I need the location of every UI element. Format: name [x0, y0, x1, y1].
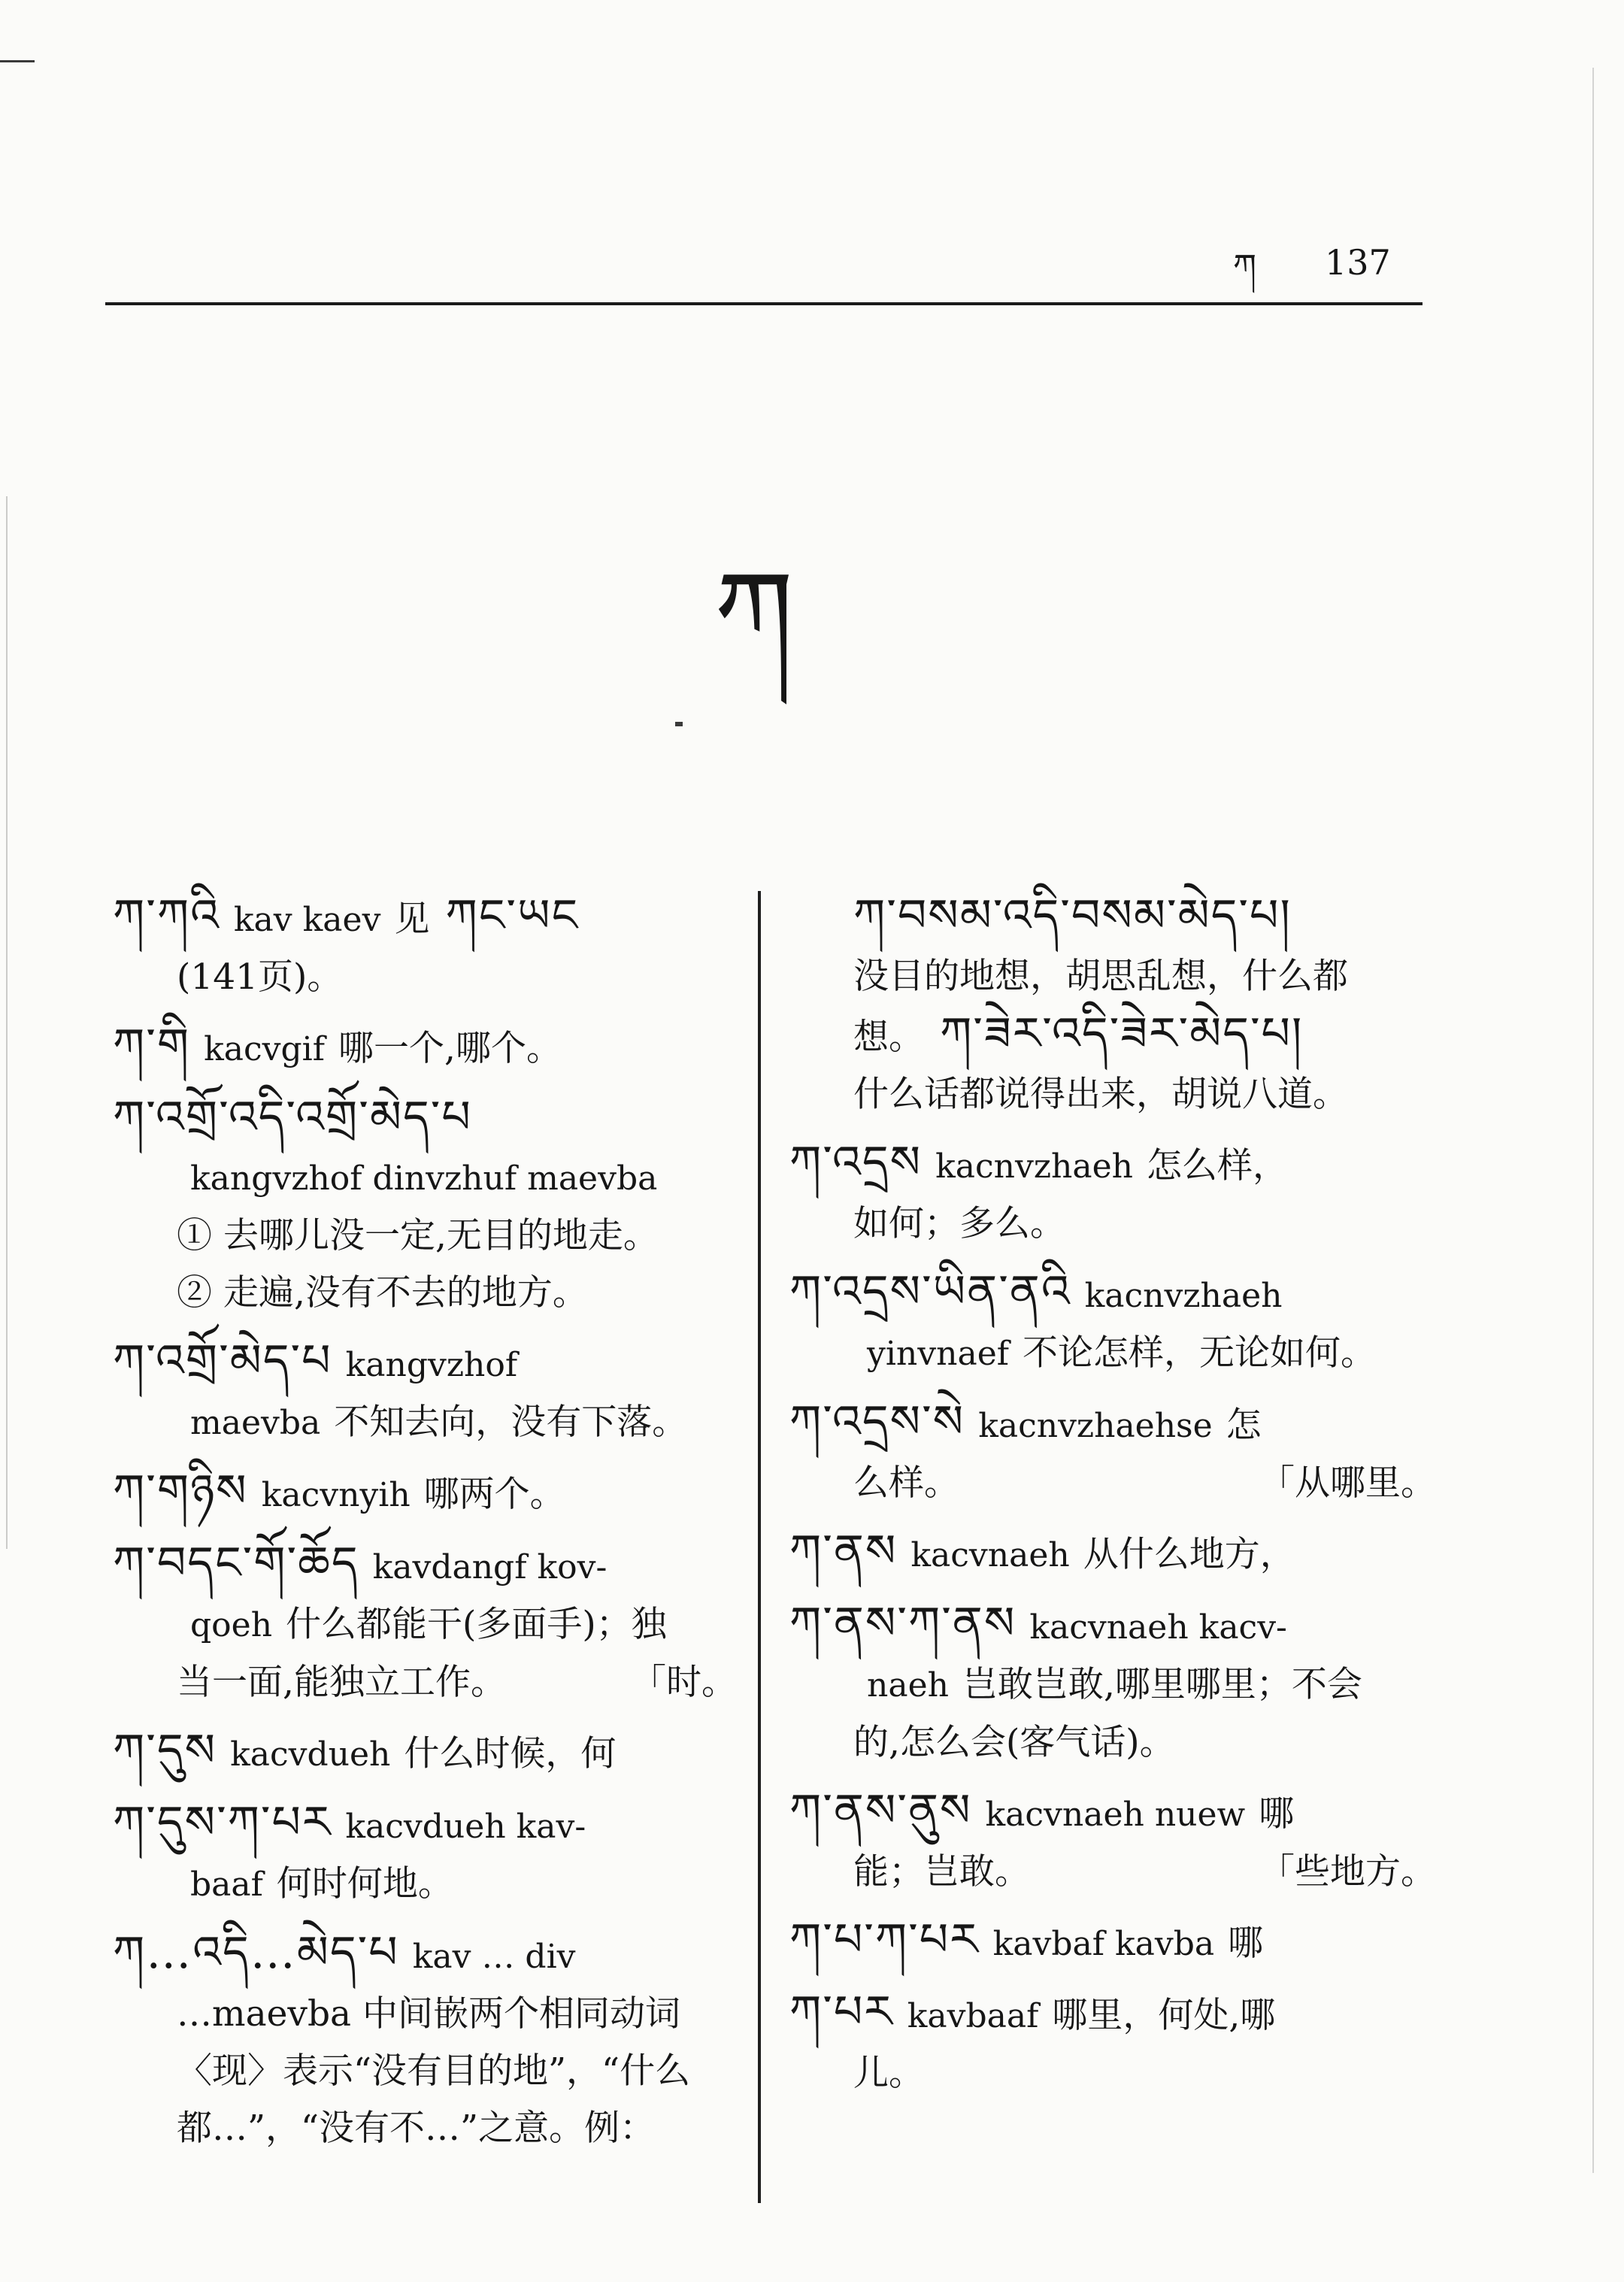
scan-edge	[1592, 68, 1594, 2173]
tibetan-headword: ཀ་པ་ཀ་པར	[789, 1914, 980, 1966]
tibetan-headword: ཀ་བསམ་འདི་བསམ་མེད་པ།	[853, 889, 1292, 942]
dictionary-entry	[113, 887, 737, 1006]
definition-text: 没目的地想，胡思乱想，什么都	[853, 956, 1348, 997]
entry-line	[789, 1066, 1436, 1123]
tibetan-headword: ཀ་གི	[113, 1019, 191, 1071]
definition-text: 什么话都说得出来，胡说八道。	[853, 1074, 1348, 1115]
entry-line	[789, 1263, 1436, 1325]
definition-text: 哪一个,哪个。	[338, 1028, 562, 1069]
entry-line	[113, 1394, 737, 1452]
entry-line	[113, 1856, 737, 1914]
entry-line	[789, 1983, 1436, 2045]
entry-line	[113, 1332, 737, 1394]
entry-line	[789, 1714, 1436, 1771]
entry-line	[113, 2100, 737, 2157]
page-number: 137	[1325, 242, 1391, 283]
dictionary-entry	[789, 1263, 1436, 1383]
entry-line	[113, 1462, 737, 1524]
entry-line	[113, 1722, 737, 1783]
romanization: kacvnaeh	[910, 1536, 1070, 1574]
right-column	[789, 887, 1436, 2113]
entry-line	[789, 1455, 1436, 1512]
entry-line	[113, 1596, 737, 1654]
definition-text: 怎	[1226, 1405, 1262, 1446]
entry-line	[113, 949, 737, 1006]
entry-line	[789, 1196, 1436, 1253]
definition-text: 什么时候，何	[404, 1733, 617, 1774]
romanization: kav kaev	[233, 901, 381, 939]
romanization: kavbaf kavba	[992, 1925, 1215, 1963]
tibetan-example: ཀ་ཟེར་འདི་ཟེར་མེད་པ།	[924, 1008, 1304, 1060]
dictionary-entry	[113, 1089, 737, 1322]
definition-text: 怎么样，	[1146, 1145, 1288, 1186]
definition-text: 的,怎么会(客气话)。	[853, 1722, 1175, 1763]
romanization: kacnvzhaeh	[935, 1147, 1133, 1186]
entry-line	[789, 1523, 1436, 1584]
scan-edge	[6, 496, 8, 1549]
dictionary-entry	[113, 1535, 737, 1711]
romanization: naeh	[867, 1666, 949, 1705]
definition-text: 能；岂敢。	[853, 1851, 1030, 1893]
tibetan-headword: ཀ་བདང་གོ་ཆོད	[113, 1537, 359, 1590]
dictionary-entry	[789, 1134, 1436, 1253]
definition-text: 么样。	[853, 1462, 959, 1504]
entry-line	[789, 1393, 1436, 1455]
definition-text: 哪两个。	[423, 1474, 565, 1515]
definition-text: 何时何地。	[276, 1863, 453, 1905]
entry-line	[113, 2043, 737, 2100]
definition-text: 见	[394, 899, 430, 940]
romanization: kacnvzhaehse	[978, 1407, 1213, 1445]
header-rule	[105, 302, 1423, 305]
tibetan-headword: ཀ་དུས	[113, 1724, 217, 1777]
romanization: kacvdueh	[230, 1735, 391, 1774]
definition-text: 哪	[1259, 1793, 1295, 1835]
column-divider	[758, 891, 761, 2203]
definition-text: 哪里，何处,哪	[1052, 1995, 1276, 2036]
definition-text: ① 去哪儿没一定,无目的地走。	[177, 1215, 659, 1256]
romanization: kangvzhof dinvzhuf maevba	[190, 1159, 658, 1198]
dictionary-entry	[789, 1782, 1436, 1901]
header-letter: ཀ	[1233, 247, 1256, 286]
dictionary-entry	[789, 1595, 1436, 1771]
definition-text: 都…”，“没有不…”之意。例：	[177, 2108, 656, 2149]
entry-line	[113, 1265, 737, 1322]
tibetan-headword: ཀ་དུས་ཀ་པར	[113, 1796, 332, 1849]
entry-line	[789, 1595, 1436, 1656]
continuation-text: 「时。	[631, 1662, 737, 1703]
romanization: qoeh	[190, 1606, 273, 1644]
entry-line	[113, 1089, 737, 1150]
entry-line	[789, 1911, 1436, 1973]
entry-line	[113, 1794, 737, 1856]
romanization: kacvnaeh nuew	[985, 1796, 1246, 1834]
romanization: kacvgif	[204, 1030, 326, 1068]
tibetan-headword: ཀ་ནས	[789, 1525, 898, 1577]
dictionary-entry	[113, 1017, 737, 1078]
scan-mark	[0, 60, 35, 62]
definition-text: 岂敢岂敢,哪里哪里；不会	[962, 1664, 1362, 1705]
tibetan-headword: ཀ…འདི…མེད་པ	[113, 1926, 399, 1979]
definition-text: 当一面,能独立工作。	[177, 1662, 506, 1703]
entry-line	[113, 1654, 737, 1711]
romanization: kacvdueh kav-	[345, 1808, 586, 1846]
entry-line	[789, 1134, 1436, 1196]
entry-line	[789, 948, 1436, 1005]
definition-text: 什么都能干(多面手)；独	[286, 1604, 667, 1645]
romanization: kangvzhof	[345, 1346, 518, 1384]
definition-text: 〈现〉表示“没有目的地”，“什么	[177, 2050, 691, 2092]
tibetan-headword: ཀ་འདྲས་ཡིན་ནའི	[789, 1265, 1071, 1318]
definition-text: 不论怎样，无论如何。	[1023, 1332, 1377, 1374]
definition-text: (141页)。	[177, 956, 343, 998]
romanization: yinvnaef	[867, 1335, 1010, 1373]
tibetan-headword: ཀ་གཉིས	[113, 1465, 248, 1517]
tibetan-headword: ཀ་འགྲོ་མེད་པ	[113, 1335, 332, 1387]
entry-line	[113, 1017, 737, 1078]
dictionary-entry	[789, 1911, 1436, 1973]
entry-line	[789, 1656, 1436, 1714]
romanization: kavdangf kov-	[372, 1548, 607, 1586]
dictionary-entry	[789, 1393, 1436, 1512]
dictionary-entry	[789, 1983, 1436, 2102]
romanization: kav … div	[412, 1938, 576, 1976]
dictionary-entry	[789, 1523, 1436, 1584]
tibetan-reference: ཀང་ཡང	[429, 889, 580, 942]
romanization: kacnvzhaeh	[1084, 1277, 1283, 1315]
romanization: kacvnyih	[261, 1476, 411, 1514]
tibetan-headword: ཀ་ཀའི	[113, 889, 220, 942]
dictionary-entry	[113, 1722, 737, 1783]
entry-line	[789, 1844, 1436, 1901]
definition-text: 从什么地方，	[1083, 1534, 1295, 1575]
entry-line	[113, 1535, 737, 1596]
romanization: kavbaaf	[907, 1997, 1039, 2035]
tibetan-headword: ཀ་འགྲོ་འདི་འགྲོ་མེད་པ	[113, 1091, 472, 1144]
tibetan-headword: ཀ་ནས་ནུས	[789, 1784, 972, 1837]
tibetan-headword: ཀ་འདྲས་སེ	[789, 1396, 965, 1448]
definition-text: 哪	[1228, 1923, 1264, 1964]
entry-line	[789, 1005, 1436, 1066]
definition-text: 不知去向，没有下落。	[334, 1402, 688, 1443]
entry-line	[113, 1924, 737, 1986]
entry-line	[789, 1782, 1436, 1844]
dictionary-entry	[789, 887, 1436, 1123]
left-column	[113, 887, 737, 2168]
entry-line	[113, 1150, 737, 1208]
entry-line	[789, 887, 1436, 948]
continuation-text: 「些地方。	[1259, 1851, 1436, 1893]
continuation-text: 「从哪里。	[1259, 1462, 1436, 1504]
entry-line	[113, 887, 737, 949]
tibetan-headword: ཀ་འདྲས	[789, 1136, 923, 1189]
definition-text: ② 走遍,没有不去的地方。	[177, 1272, 588, 1314]
entry-line	[113, 1208, 737, 1265]
romanization: baaf	[190, 1865, 263, 1904]
entry-line	[113, 1986, 737, 2043]
dictionary-entry	[113, 1462, 737, 1524]
definition-text: 想。	[853, 1017, 924, 1058]
dictionary-entry	[113, 1332, 737, 1452]
definition-text: 如何；多么。	[853, 1203, 1065, 1244]
romanization: maevba	[190, 1404, 321, 1442]
definition-text: 儿。	[853, 2053, 924, 2094]
entry-line	[789, 2045, 1436, 2102]
dictionary-entry	[113, 1924, 737, 2157]
tibetan-headword: ཀ་པར	[789, 1986, 894, 2038]
entry-line	[789, 1325, 1436, 1383]
tibetan-headword: ཀ་ནས་ཀ་ནས	[789, 1597, 1017, 1650]
romanization: kacvnaeh kacv-	[1029, 1608, 1287, 1647]
scan-dot	[675, 722, 683, 726]
definition-text: …maevba 中间嵌两个相同动词	[177, 1993, 681, 2035]
dictionary-entry	[113, 1794, 737, 1914]
section-letter: ཀ	[714, 547, 794, 678]
